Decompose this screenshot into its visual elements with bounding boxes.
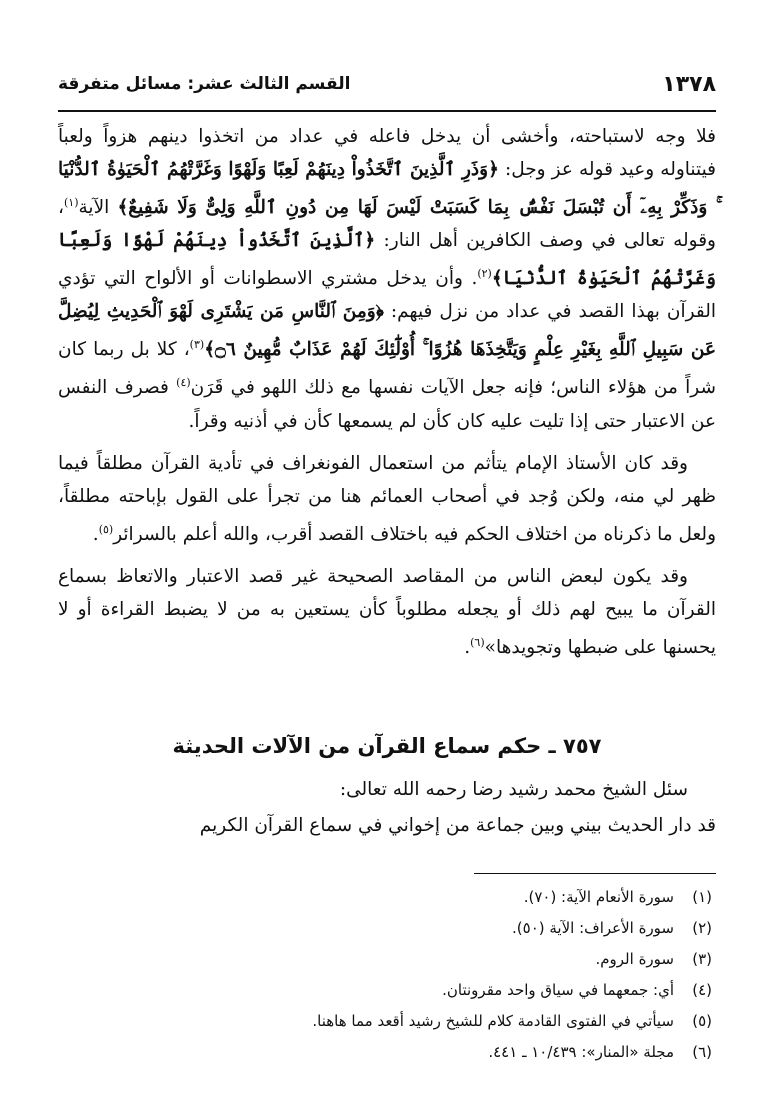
paragraph bbox=[58, 120, 716, 438]
text-run: وقد يكون لبعض الناس من المقاصد الصحيحة غير قصد الاعتبار والاتعاظ بسماع القرآن ما يبيح لهم ذلك أو يجعله مطلوباً كأن يستعين به من لا يضبط القراءة أو لا يحسنها على ضبطها وتجويدها» bbox=[58, 565, 716, 658]
footnote bbox=[58, 1006, 712, 1037]
footnote-number: (٣) bbox=[692, 950, 712, 968]
footnote-ref: (١) bbox=[63, 196, 79, 209]
footnote-text: سيأتي في الفتوى القادمة كلام للشيخ رشيد أقعد مما هاهنا. bbox=[312, 1012, 674, 1030]
footnote-divider bbox=[474, 873, 716, 874]
text-run: . bbox=[92, 523, 99, 545]
text-run: . وأن يدخل مشتري الاسطوانات أو الألواح التي تؤدي القرآن بهذا القصد في عداد من نزل فيهم: bbox=[58, 268, 716, 323]
footnote bbox=[58, 975, 712, 1006]
footnote-ref: (٦) bbox=[470, 635, 485, 649]
text-run: وقد كان الأستاذ الإمام يتأثم من استعمال الفونغراف في تأدية القرآن مطلقاً فيما ظهر لي منه، ولكن وُجد في أصحاب العمائم هنا من تجرأ على القول بإباحته مطلقاً، ولعل ما ذكرناه من اختلاف الحكم فيه باختلاف القصد أقرب، والله أعلم بالسرائر bbox=[58, 452, 716, 545]
footnote bbox=[58, 1037, 712, 1068]
running-title: القسم الثالث عشر: مسائل متفرقة bbox=[58, 74, 351, 94]
footnote-number: (١) bbox=[692, 888, 712, 906]
footnote-text: سورة الروم. bbox=[595, 950, 674, 968]
footnote-number: (٦) bbox=[692, 1043, 712, 1061]
footnote-ref: (٣) bbox=[189, 338, 205, 352]
footnote bbox=[58, 944, 712, 975]
footnote bbox=[58, 913, 712, 944]
section-text bbox=[58, 772, 716, 844]
text-run: فلا وجه لاستباحته، وأخشى أن يدخل فاعله في عداد من اتخذوا دينهم هزواً ولعباً فيتناوله وعيد قوله عز وجل: bbox=[58, 126, 716, 180]
page-number: ١٣٧٨ bbox=[662, 72, 716, 97]
paragraph bbox=[58, 447, 716, 551]
footnotes bbox=[58, 882, 712, 1068]
section-line: قد دار الحديث بيني وبين جماعة من إخواني في سماع القرآن الكريم bbox=[199, 815, 716, 836]
quran-verse: ﴿ٱلَّذِينَ ٱتَّخَذُواْ دِينَهُمْ لَهْوًا وَلَعِبًا وَغَرَّتْهُمُ ٱلْحَيَوٰةُ ٱلدُّنْيَا﴾ bbox=[58, 230, 716, 290]
section-line: سئل الشيخ محمد رشيد رضا رحمه الله تعالى: bbox=[339, 779, 688, 800]
footnote-ref: (٤) bbox=[176, 376, 191, 390]
quran-verse: ﴿وَمِنَ ٱلنَّاسِ مَن يَشْتَرِى لَهْوَ ٱلْحَدِيثِ لِيُضِلَّ عَن سَبِيلِ ٱللَّهِ بِغَيْرِ عِلْمٍ وَيَتَّخِذَهَا هُزُوًا ۚ أُوْلَٰٓئِكَ لَهُمْ عَذَابٌ مُّهِينٌ ۝٦﴾ bbox=[58, 301, 716, 361]
footnote bbox=[58, 882, 712, 913]
footnote-number: (٤) bbox=[692, 981, 712, 999]
footnote-text: مجلة «المنار»: ١٠/٤٣٩ ـ ٤٤١. bbox=[488, 1043, 674, 1061]
footnote-number: (٢) bbox=[692, 919, 712, 937]
footnote-ref: (٥) bbox=[98, 522, 114, 536]
section-heading: ٧٥٧ ـ حكم سماع القرآن من الآلات الحديثة bbox=[172, 734, 602, 758]
footnote-text: سورة الأنعام الآية: (٧٠). bbox=[523, 888, 674, 906]
footnote-text: أي: جمعهما في سياق واحد مقرونتان. bbox=[442, 981, 674, 999]
paragraph bbox=[58, 560, 716, 664]
footnote-number: (٥) bbox=[692, 1012, 712, 1030]
text-run: . bbox=[464, 636, 471, 658]
main-text bbox=[58, 120, 716, 673]
page-header bbox=[58, 64, 716, 112]
footnote-text: سورة الأعراف: الآية (٥٠). bbox=[512, 919, 674, 937]
text-run: ، كلا بل ربما كان شراً من هؤلاء الناس؛ فإنه جعل الآيات نفسها مع ذلك اللهو في قَرَن bbox=[58, 339, 716, 399]
text-run: فصرف النفس عن الاعتبار حتى إذا تليت عليه كان كأن لم يسمعها كأن في أذنيه وقراً. bbox=[58, 377, 716, 432]
text-run: ، وقوله تعالى في وصف الكافرين أهل النار: bbox=[58, 197, 716, 252]
quran-verse: ﴿وَذَرِ ٱلَّذِينَ ٱتَّخَذُواْ دِينَهُمْ لَعِبًا وَلَهْوًا وَغَرَّتْهُمُ ٱلْحَيَوٰةُ ٱلدُّنْيَا ۚ وَذَكِّرْ بِهِۦٓ أَن تُبْسَلَ نَفْسٌۢ بِمَا كَسَبَتْ لَيْسَ لَهَا مِن دُونِ ٱللَّهِ وَلِىٌّ وَلَا شَفِيعٌ﴾ bbox=[58, 159, 716, 219]
text-run: الآية bbox=[78, 197, 118, 219]
footnote-ref: (٢) bbox=[477, 267, 492, 281]
